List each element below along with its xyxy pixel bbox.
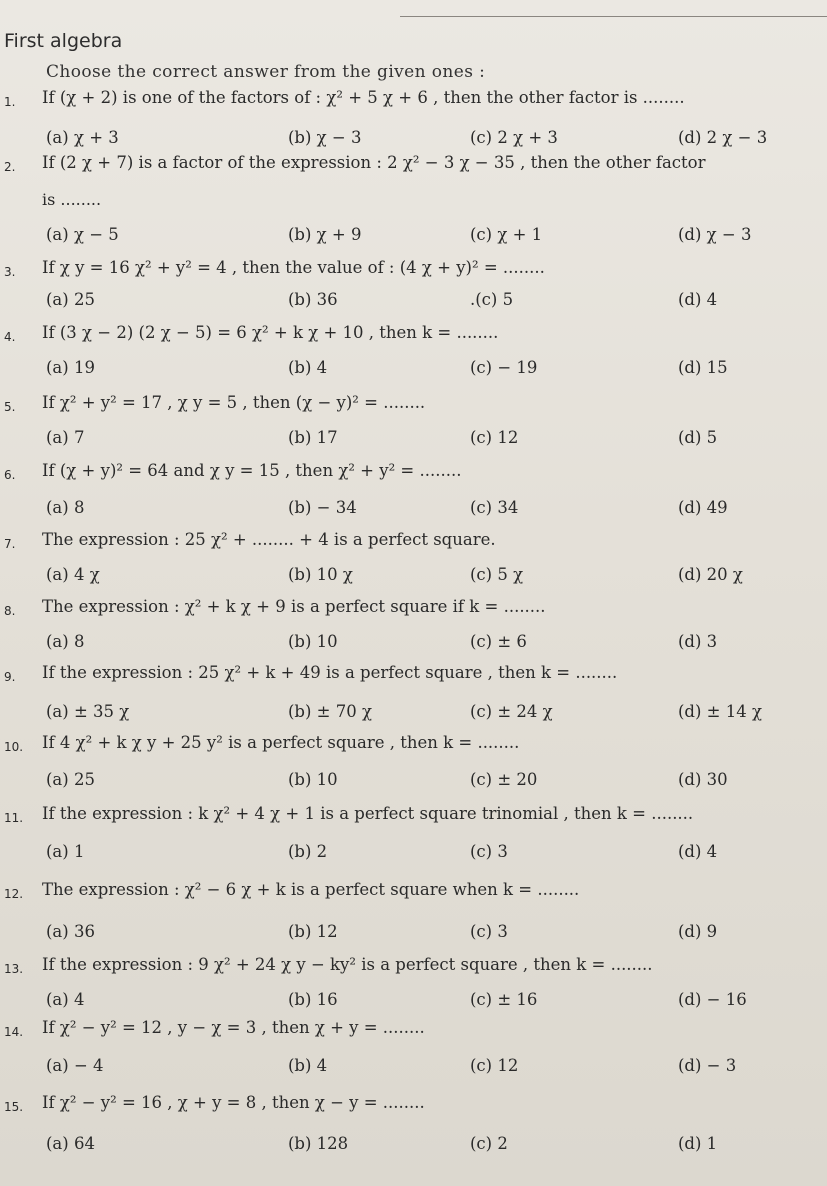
option-d[interactable]: (d) 1 — [678, 1134, 718, 1153]
question-number: 7. — [4, 537, 16, 551]
option-a[interactable]: (a) χ + 3 — [46, 128, 119, 147]
question-number: 8. — [4, 604, 16, 618]
option-b[interactable]: (b) 17 — [288, 428, 338, 447]
option-c[interactable]: (c) 5 χ — [470, 565, 524, 584]
option-d[interactable]: (d) χ − 3 — [678, 225, 752, 244]
instructions: Choose the correct answer from the given ones : — [46, 62, 486, 82]
option-b[interactable]: (b) 10 — [288, 632, 338, 651]
option-a[interactable]: (a) 19 — [46, 358, 95, 377]
question-text: If χ y = 16 χ² + y² = 4 , then the value of : (4 χ + y)² = ........ — [42, 258, 545, 277]
option-d[interactable]: (d) − 3 — [678, 1056, 737, 1075]
option-d[interactable]: (d) 5 — [678, 428, 718, 447]
question-number: 3. — [4, 265, 16, 279]
option-b[interactable]: (b) χ − 3 — [288, 128, 362, 147]
option-c[interactable]: (c) 12 — [470, 428, 519, 447]
question-number: 5. — [4, 400, 16, 414]
option-a[interactable]: (a) 4 — [46, 990, 85, 1009]
question-text: If (χ + 2) is one of the factors of : χ² + 5 χ + 6 , then the other factor is ........ — [42, 88, 685, 107]
question-text: If χ² + y² = 17 , χ y = 5 , then (χ − y)² = ........ — [42, 393, 426, 412]
option-c[interactable]: (c) 34 — [470, 498, 519, 517]
option-b[interactable]: (b) 36 — [288, 290, 338, 309]
option-d[interactable]: (d) 30 — [678, 770, 728, 789]
option-c[interactable]: (c) 2 — [470, 1134, 508, 1153]
question-text: If the expression : k χ² + 4 χ + 1 is a perfect square trinomial , then k = ........ — [42, 804, 694, 823]
option-a[interactable]: (a) 7 — [46, 428, 85, 447]
option-d[interactable]: (d) 4 — [678, 842, 718, 861]
question-text: The expression : χ² + k χ + 9 is a perfect square if k = ........ — [42, 597, 546, 616]
question-text: If (χ + y)² = 64 and χ y = 15 , then χ² + y² = ........ — [42, 461, 462, 480]
question-number: 9. — [4, 670, 16, 684]
question-text: If (3 χ − 2) (2 χ − 5) = 6 χ² + k χ + 10 , then k = ........ — [42, 323, 499, 342]
option-a[interactable]: (a) 64 — [46, 1134, 95, 1153]
question-number: 12. — [4, 887, 24, 901]
option-a[interactable]: (a) ± 35 χ — [46, 702, 130, 721]
option-d[interactable]: (d) 9 — [678, 922, 718, 941]
option-d[interactable]: (d) − 16 — [678, 990, 747, 1009]
option-b[interactable]: (b) 4 — [288, 1056, 328, 1075]
option-c[interactable]: (c) 3 — [470, 842, 508, 861]
question-text: The expression : 25 χ² + ........ + 4 is a perfect square. — [42, 530, 496, 549]
option-a[interactable]: (a) 25 — [46, 290, 95, 309]
option-b[interactable]: (b) χ + 9 — [288, 225, 362, 244]
option-c[interactable]: (c) 2 χ + 3 — [470, 128, 558, 147]
option-d[interactable]: (d) 4 — [678, 290, 718, 309]
question-number: 14. — [4, 1025, 24, 1039]
question-text: If the expression : 25 χ² + k + 49 is a perfect square , then k = ........ — [42, 663, 618, 682]
option-c[interactable]: (c) 3 — [470, 922, 508, 941]
option-b[interactable]: (b) 16 — [288, 990, 338, 1009]
question-number: 1. — [4, 95, 16, 109]
option-c[interactable]: (c) ± 16 — [470, 990, 538, 1009]
option-c[interactable]: .(c) 5 — [470, 290, 514, 309]
option-c[interactable]: (c) χ + 1 — [470, 225, 543, 244]
question-text: If 4 χ² + k χ y + 25 y² is a perfect square , then k = ........ — [42, 733, 520, 752]
option-c[interactable]: (c) − 19 — [470, 358, 538, 377]
option-a[interactable]: (a) 4 χ — [46, 565, 100, 584]
question-number: 15. — [4, 1100, 24, 1114]
option-d[interactable]: (d) 49 — [678, 498, 728, 517]
option-a[interactable]: (a) 1 — [46, 842, 85, 861]
option-a[interactable]: (a) 8 — [46, 632, 85, 651]
option-b[interactable]: (b) − 34 — [288, 498, 357, 517]
option-b[interactable]: (b) 10 — [288, 770, 338, 789]
question-text: If χ² − y² = 16 , χ + y = 8 , then χ − y = ........ — [42, 1093, 425, 1112]
option-a[interactable]: (a) 36 — [46, 922, 95, 941]
option-b[interactable]: (b) 10 χ — [288, 565, 353, 584]
page-title: First algebra — [4, 30, 123, 52]
question-number: 13. — [4, 962, 24, 976]
option-c[interactable]: (c) ± 20 — [470, 770, 538, 789]
question-number: 6. — [4, 468, 16, 482]
option-d[interactable]: (d) 20 χ — [678, 565, 743, 584]
question-text-continued: is ........ — [42, 190, 102, 209]
option-a[interactable]: (a) − 4 — [46, 1056, 104, 1075]
option-d[interactable]: (d) 2 χ − 3 — [678, 128, 768, 147]
question-number: 10. — [4, 740, 24, 754]
option-b[interactable]: (b) 4 — [288, 358, 328, 377]
option-d[interactable]: (d) 15 — [678, 358, 728, 377]
top-divider — [400, 16, 827, 17]
question-text: If χ² − y² = 12 , y − χ = 3 , then χ + y = ........ — [42, 1018, 425, 1037]
option-a[interactable]: (a) 8 — [46, 498, 85, 517]
option-c[interactable]: (c) ± 6 — [470, 632, 527, 651]
question-text: If (2 χ + 7) is a factor of the expression : 2 χ² − 3 χ − 35 , then the other factor — [42, 153, 706, 172]
option-b[interactable]: (b) 2 — [288, 842, 328, 861]
question-text: If the expression : 9 χ² + 24 χ y − ky² is a perfect square , then k = ........ — [42, 955, 653, 974]
option-c[interactable]: (c) ± 24 χ — [470, 702, 553, 721]
question-number: 4. — [4, 330, 16, 344]
question-number: 2. — [4, 160, 16, 174]
option-b[interactable]: (b) ± 70 χ — [288, 702, 372, 721]
option-b[interactable]: (b) 128 — [288, 1134, 349, 1153]
question-number: 11. — [4, 811, 24, 825]
option-a[interactable]: (a) χ − 5 — [46, 225, 119, 244]
option-d[interactable]: (d) 3 — [678, 632, 718, 651]
option-c[interactable]: (c) 12 — [470, 1056, 519, 1075]
option-b[interactable]: (b) 12 — [288, 922, 338, 941]
option-a[interactable]: (a) 25 — [46, 770, 95, 789]
option-d[interactable]: (d) ± 14 χ — [678, 702, 762, 721]
question-text: The expression : χ² − 6 χ + k is a perfect square when k = ........ — [42, 880, 580, 899]
